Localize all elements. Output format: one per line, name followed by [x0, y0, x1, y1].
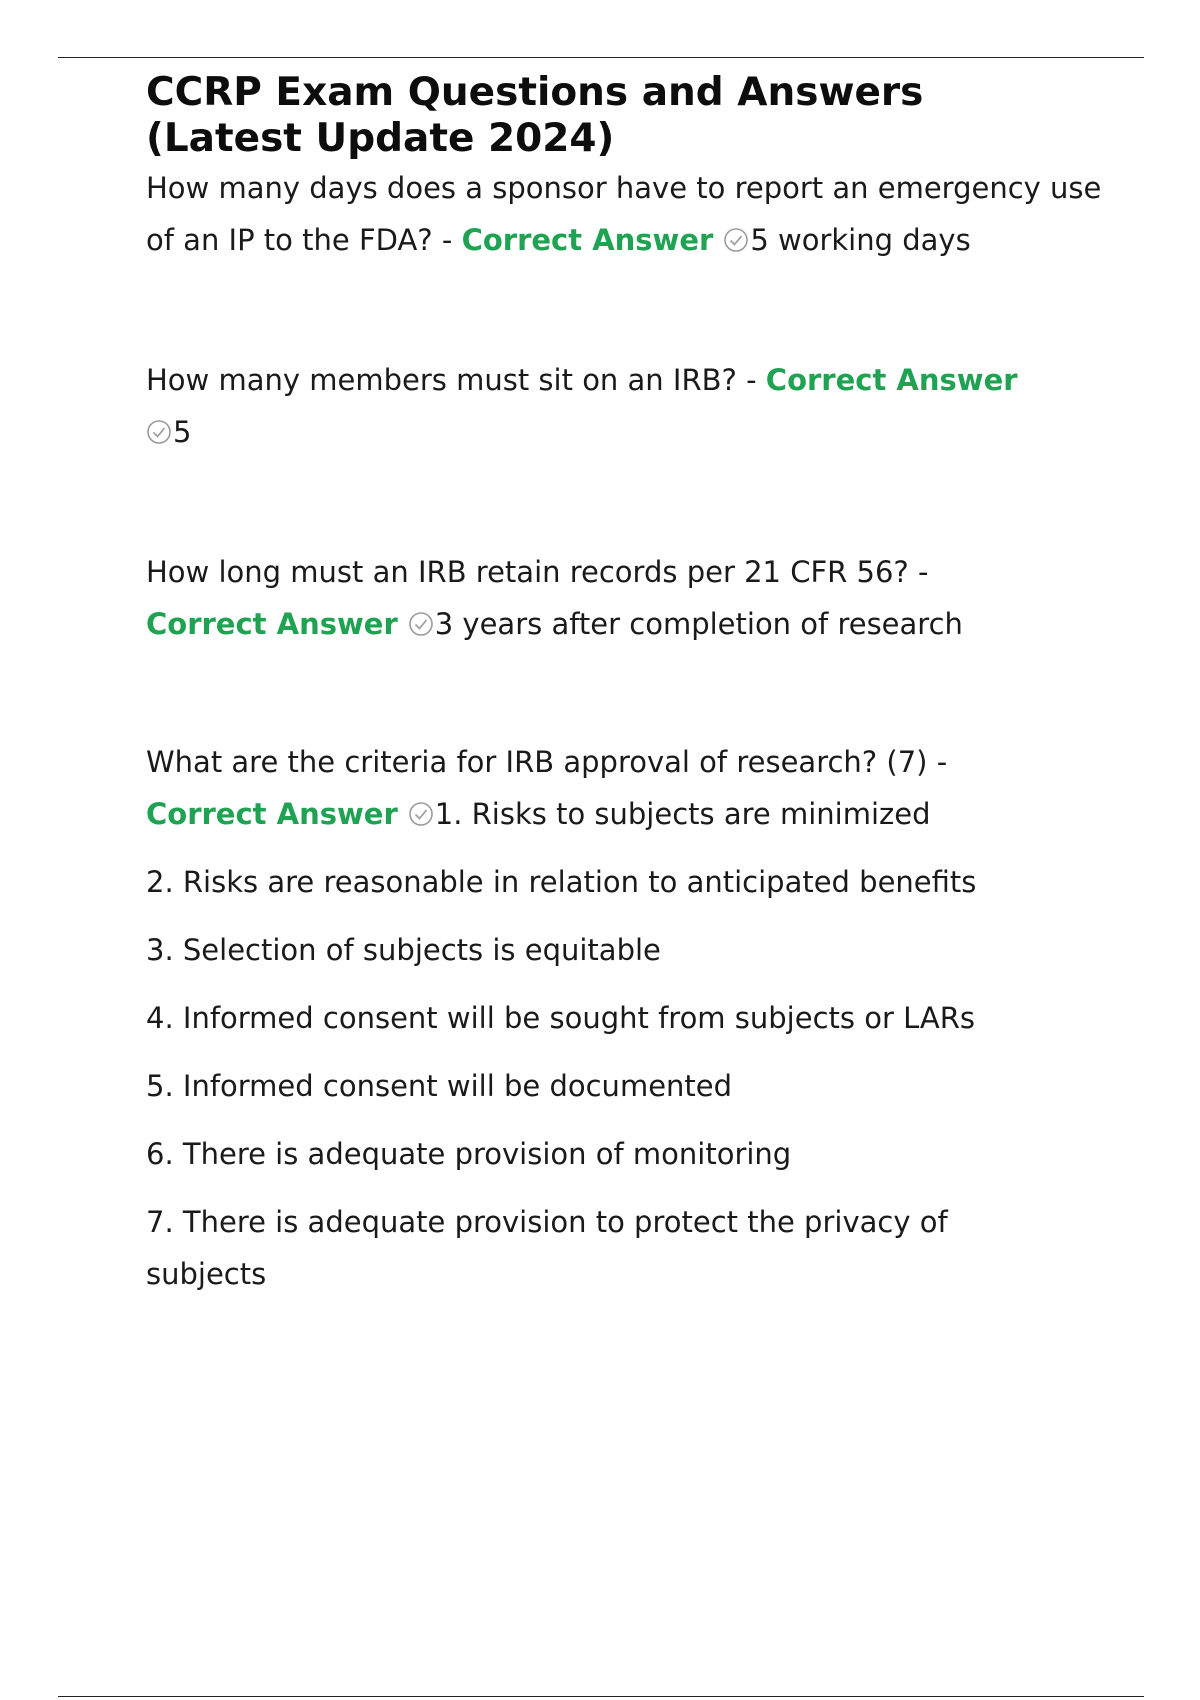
- top-rule: [58, 57, 1144, 58]
- answer-text: 5: [173, 415, 192, 449]
- title-line-2: (Latest Update 2024): [146, 116, 615, 161]
- correct-answer-label: Correct Answer: [146, 797, 398, 831]
- list-item: 2. Risks are reasonable in relation to anticipated benefits: [146, 865, 977, 899]
- question-text: What are the criteria for IRB approval of research? (7) -: [146, 745, 948, 779]
- title-line-1: CCRP Exam Questions and Answers: [146, 70, 924, 115]
- question-text: How many members must sit on an IRB? -: [146, 363, 766, 397]
- answer-text: 1. Risks to subjects are minimized: [434, 797, 931, 831]
- correct-answer-label: Correct Answer: [461, 223, 714, 257]
- check-circle-icon: [723, 227, 749, 253]
- answer-text: 3 years after completion of research: [434, 607, 963, 641]
- criteria-list: [146, 856, 1106, 1300]
- list-item: 5. Informed consent will be documented: [146, 1069, 733, 1103]
- question-text: How long must an IRB retain records per 21 CFR 56? -: [146, 555, 929, 589]
- list-item: 4. Informed consent will be sought from subjects or LARs: [146, 1001, 976, 1035]
- page-title: [146, 70, 1106, 162]
- bottom-rule: [58, 1696, 1144, 1697]
- document-body: [146, 70, 1106, 1300]
- qa-item-2: [146, 354, 1106, 458]
- list-item: 7. There is adequate provision to protect the privacy of subjects: [146, 1205, 948, 1291]
- correct-answer-label: Correct Answer: [765, 363, 1018, 397]
- qa-item-1: [146, 162, 1106, 266]
- list-item: 3. Selection of subjects is equitable: [146, 933, 661, 967]
- check-circle-icon: [146, 419, 172, 445]
- qa-item-4: [146, 736, 1106, 840]
- question-text: How many days does a sponsor have to report an emergency use of an IP to the FDA? -: [146, 171, 1102, 257]
- correct-answer-label: Correct Answer: [146, 607, 398, 641]
- check-circle-icon: [408, 801, 434, 827]
- check-circle-icon: [408, 611, 434, 637]
- qa-item-3: [146, 546, 1106, 650]
- answer-text: 5 working days: [750, 223, 971, 257]
- list-item: 6. There is adequate provision of monitoring: [146, 1137, 792, 1171]
